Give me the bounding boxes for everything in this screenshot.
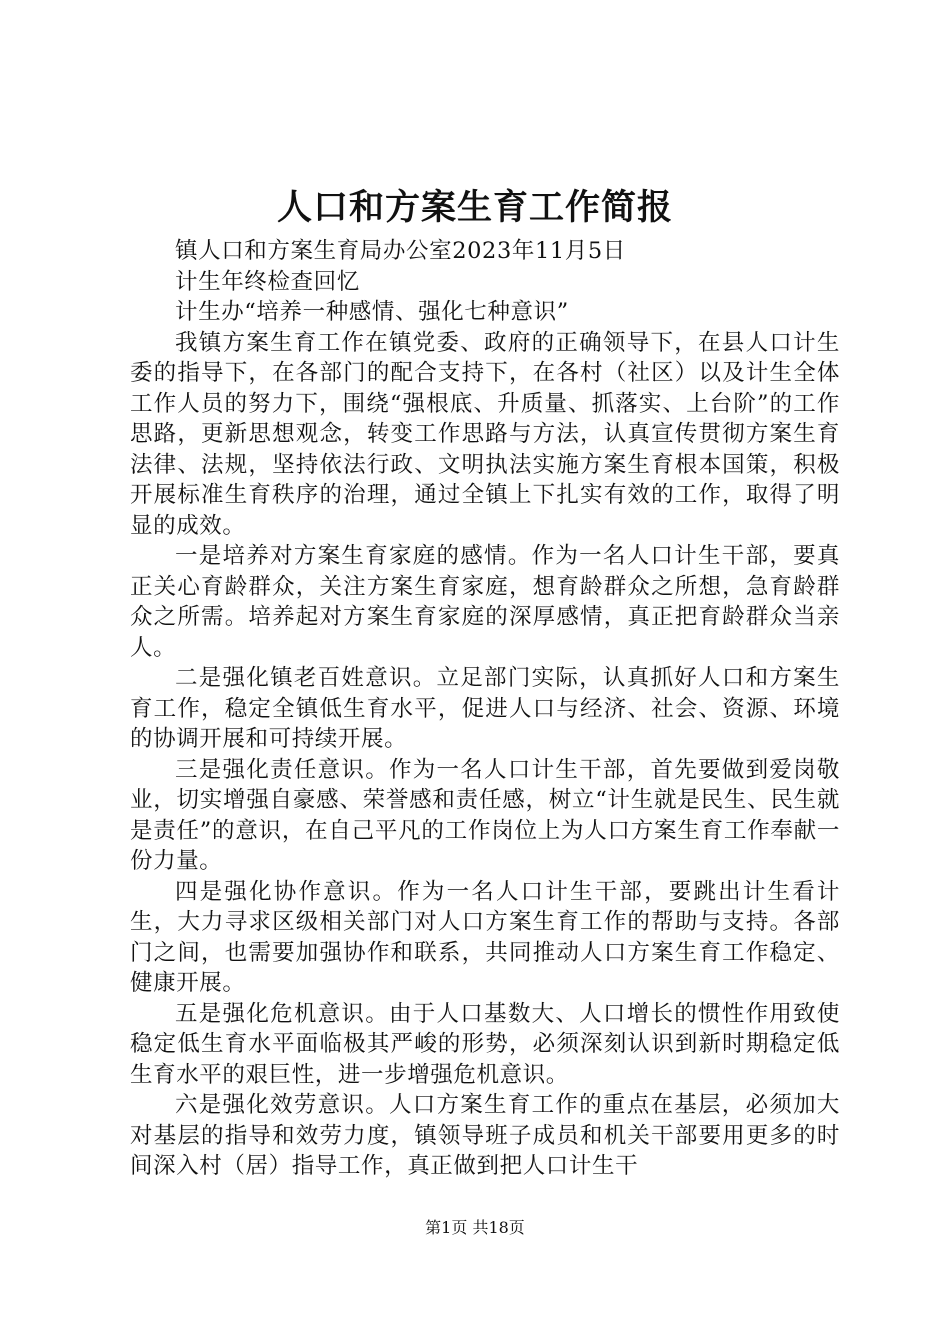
body-paragraph: 五是强化危机意识。由于人口基数大、人口增长的惯性作用致使稳定低生育水平面临极其严峻的形势，必须深刻认识到新时期稳定低生育水平的艰巨性，进一步增强危机意识。 [130, 1000, 840, 1088]
section-heading: 计生年终检查回忆 [175, 268, 360, 295]
body-paragraph: 三是强化责任意识。作为一名人口计生干部，首先要做到爱岗敬业，切实增强自豪感、荣誉感和责任感，树立“计生就是民生、民生就是责任”的意识，在自己平凡的工作岗位上为人口方案生育工作奉献一份力量。 [130, 756, 840, 874]
body-paragraph: 六是强化效劳意识。人口方案生育工作的重点在基层，必须加大对基层的指导和效劳力度，镇领导班子成员和机关干部要用更多的时间深入村（居）指导工作，真正做到把人口计生干 [130, 1092, 840, 1179]
issuer-date-line: 镇人口和方案生育局办公室2023年11月5日 [175, 238, 626, 264]
body-paragraph: 四是强化协作意识。作为一名人口计生干部，要跳出计生看计生，大力寻求区级相关部门对人口方案生育工作的帮助与支持。各部门之间，也需要加强协作和联系，共同推动人口方案生育工作稳定、健康开展。 [130, 878, 840, 996]
body-paragraph: 我镇方案生育工作在镇党委、政府的正确领导下，在县人口计生委的指导下，在各部门的配合支持下，在各村（社区）以及计生全体工作人员的努力下，围绕“强根底、升质量、抓落实、上台阶”的工作思路，更新思想观念，转变工作思路与方法，认真宣传贯彻方案生育法律、法规，坚持依法行政、文明执法实施方案生育根本国策，积极开展标准生育秩序的治理，通过全镇上下扎实有效的工作，取得了明显的成效。 [130, 329, 840, 539]
document-body [130, 236, 840, 1182]
document-title: 人口和方案生育工作简报 [276, 187, 673, 228]
page-number: 第1页 共18页 [425, 1218, 525, 1237]
body-paragraph: 二是强化镇老百姓意识。立足部门实际，认真抓好人口和方案生育工作，稳定全镇低生育水平，促进人口与经济、社会、资源、环境的协调开展和可持续开展。 [130, 665, 840, 752]
sub-heading: 计生办“培养一种感情、强化七种意识” [175, 299, 569, 325]
body-paragraph: 一是培养对方案生育家庭的感情。作为一名人口计生干部，要真正关心育龄群众，关注方案生育家庭，想育龄群众之所想，急育龄群众之所需。培养起对方案生育家庭的深厚感情，真正把育龄群众当亲人。 [130, 543, 840, 661]
